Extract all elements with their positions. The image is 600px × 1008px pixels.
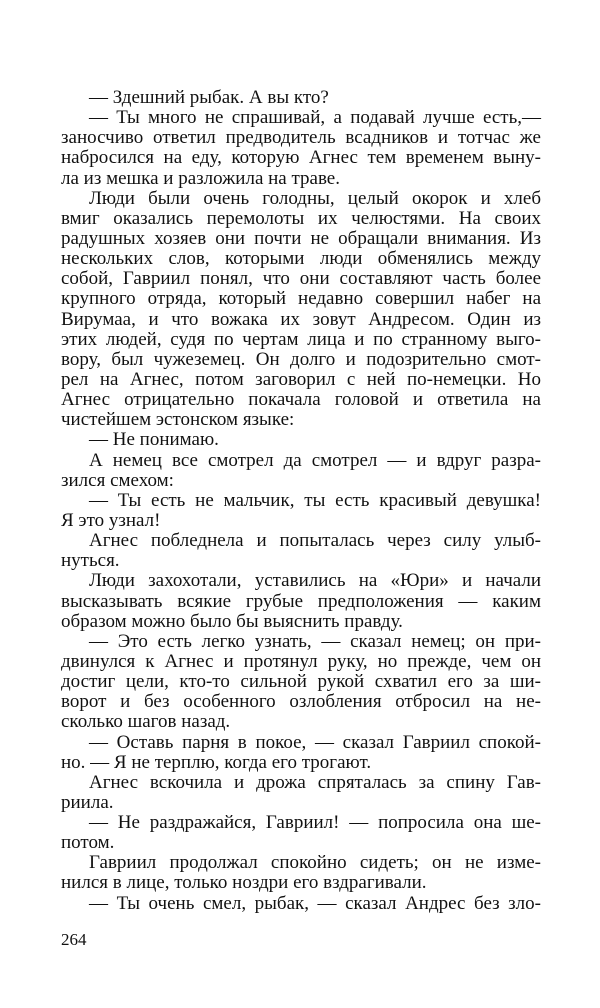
- paragraph: [61, 813, 541, 853]
- paragraph: [61, 531, 541, 571]
- text-line: набросился на еду, которую Агнес тем временем выну-: [61, 147, 541, 169]
- text-line: — Ты есть не мальчик, ты есть красивый девушка!: [89, 489, 541, 511]
- text-line: высказывать всякие грубые предположения — каким: [61, 590, 541, 612]
- text-line: нуться.: [61, 550, 120, 572]
- paragraph: [61, 632, 541, 733]
- text-line: заносчиво ответил предводитель всадников и тотчас же: [61, 127, 541, 149]
- text-line: Агнес побледнела и попыталась через силу улыб-: [89, 530, 541, 552]
- text-line: радушных хозяев они почти не обращали внимания. Из: [61, 227, 541, 249]
- paragraph: [61, 773, 541, 813]
- text-line: сколько шагов назад.: [61, 711, 231, 733]
- text-line: собой, Гавриил понял, что они составляют часть более: [61, 268, 541, 290]
- text-line: образом можно было бы выяснить правду.: [61, 610, 403, 632]
- page-number: 264: [61, 930, 87, 949]
- paragraph: [61, 571, 541, 631]
- text-line: — Оставь парня в покое, — сказал Гавриил спокой-: [89, 731, 541, 753]
- text-line: этих людей, судя по чертам лица и по странному выго-: [61, 328, 541, 350]
- paragraph: [61, 853, 541, 893]
- paragraph: [61, 733, 541, 773]
- text-line: крупного отряда, который недавно совершил набег на: [61, 288, 541, 310]
- text-line: вмиг оказались перемолоты их челюстями. На своих: [61, 207, 541, 229]
- text-line: — Это есть легко узнать, — сказал немец; он при-: [89, 630, 541, 652]
- paragraph: [61, 430, 541, 450]
- text-line: Агнес вскочила и дрожа спряталась за спину Гав-: [89, 771, 541, 793]
- text-line: — Здешний рыбак. А вы кто?: [89, 87, 329, 108]
- text-line: Я это узнал!: [61, 509, 161, 531]
- text-line: нескольких слов, которыми люди обменялись между: [61, 248, 541, 270]
- text-line: ворот и без особенного озлобления отбросил на не-: [61, 691, 541, 713]
- text-line: — Не понимаю.: [89, 429, 219, 451]
- paragraph: [61, 451, 541, 491]
- text-line: чистейшем эстонском языке:: [61, 409, 295, 431]
- text-line: А немец все смотрел да смотрел — и вдруг разра-: [89, 449, 541, 471]
- text-line: Люди захохотали, уставились на «Юри» и начали: [89, 570, 541, 592]
- text-line: нился в лице, только ноздри его вздрагивали.: [61, 872, 427, 894]
- text-line: двинулся к Агнес и протянул руку, но прежде, чем он: [61, 650, 541, 672]
- paragraph: [61, 894, 541, 914]
- text-line: Вирумаа, и что вожака их зовут Андресом. Один из: [61, 308, 541, 330]
- text-line: Гавриил продолжал спокойно сидеть; он не изме-: [89, 852, 541, 874]
- text-line: — Ты много не спрашивай, а подавай лучше есть,—: [89, 107, 541, 129]
- text-line: — Не раздражайся, Гавриил! — попросила она ше-: [89, 812, 541, 834]
- paragraph: [61, 88, 541, 108]
- book-page-text: [61, 88, 541, 914]
- paragraph: [61, 108, 541, 189]
- text-line: риила.: [61, 791, 114, 813]
- text-line: но. — Я не терплю, когда его трогают.: [61, 751, 372, 773]
- paragraph: [61, 491, 541, 531]
- text-line: потом.: [61, 832, 115, 854]
- text-line: рел на Агнес, потом заговорил с ней по-немецки. Но: [61, 368, 541, 390]
- paragraph: [61, 189, 541, 431]
- text-line: ла из мешка и разложила на траве.: [61, 167, 340, 189]
- text-line: зился смехом:: [61, 469, 174, 491]
- text-line: — Ты очень смел, рыбак, — сказал Андрес без зло-: [89, 892, 541, 914]
- text-line: вору, был чужеземец. Он долго и подозрительно смот-: [61, 348, 541, 370]
- text-line: Люди были очень голодны, целый окорок и хлеб: [89, 187, 541, 209]
- text-line: Агнес отрицательно покачала головой и ответила на: [61, 389, 541, 411]
- text-line: достиг цели, кто-то сильной рукой схватил его за ши-: [61, 671, 541, 693]
